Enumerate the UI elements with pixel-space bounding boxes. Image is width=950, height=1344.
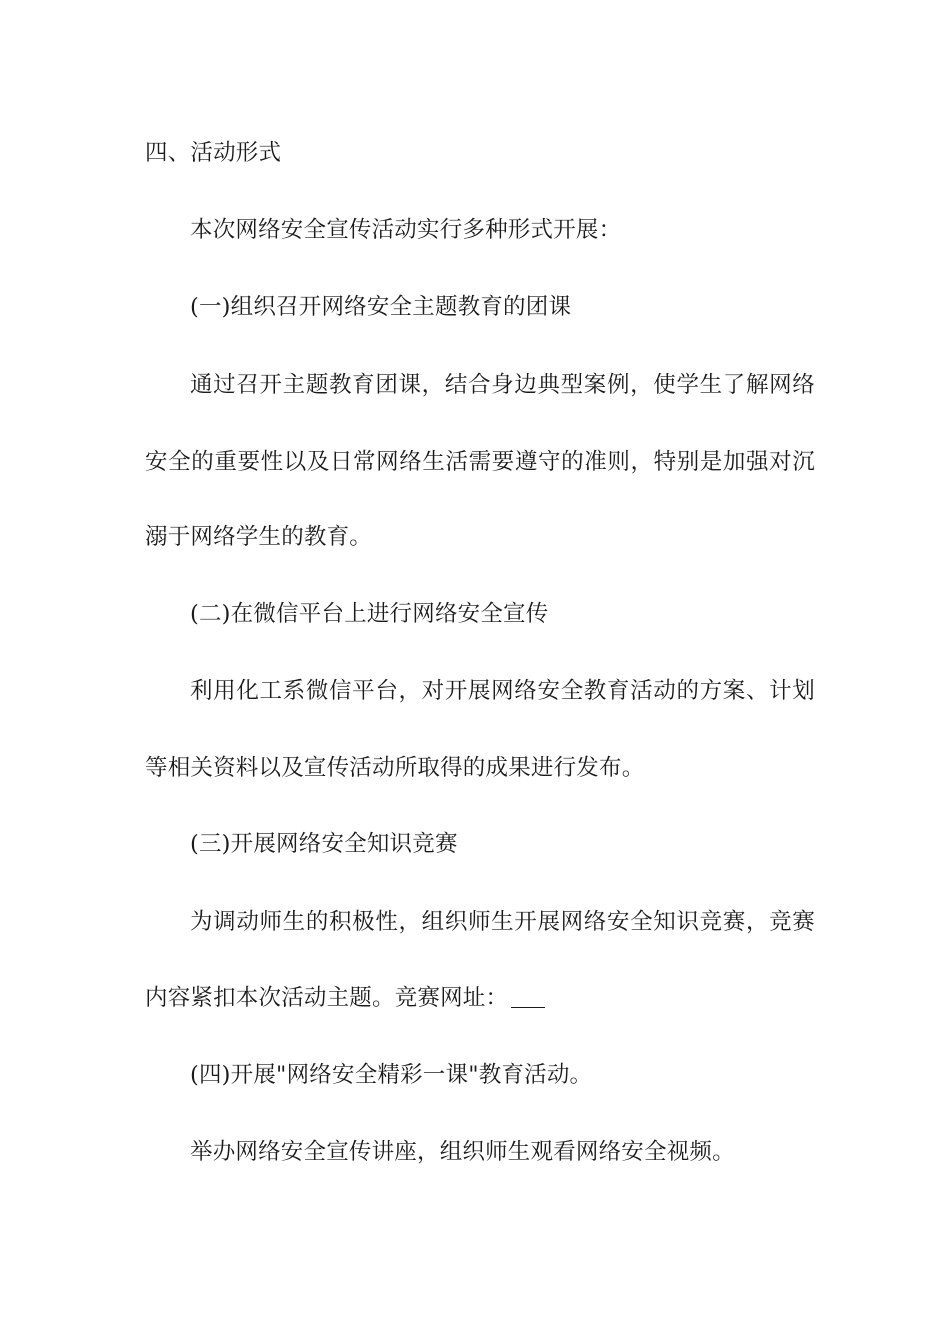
paragraph-line: 等相关资料以及宣传活动所取得的成果进行发布。: [145, 755, 645, 781]
paragraph-line: 通过召开主题教育团课，结合身边典型案例，使学生了解网络: [190, 372, 815, 398]
paragraph-text: 内容紧扣本次活动主题。竞赛网址：: [145, 985, 509, 1011]
subsection-title-4: (四)开展"网络安全精彩一课"教育活动。: [190, 1062, 593, 1088]
paragraph-line: 为调动师生的积极性，组织师生开展网络安全知识竞赛，竞赛: [190, 909, 815, 935]
section-heading: 四、活动形式: [145, 140, 282, 166]
paragraph-line-with-blank: [145, 983, 815, 1013]
paragraph-line: 溺于网络学生的教育。: [145, 524, 373, 550]
paragraph-line: 举办网络安全宣传讲座，组织师生观看网络安全视频。: [190, 1139, 735, 1165]
paragraph-line: 利用化工系微信平台，对开展网络安全教育活动的方案、计划: [190, 678, 815, 704]
paragraph-line: 安全的重要性以及日常网络生活需要遵守的准则，特别是加强对沉: [145, 449, 815, 475]
subsection-title-2: (二)在微信平台上进行网络安全宣传: [190, 601, 549, 627]
subsection-title-1: (一)组织召开网络安全主题教育的团课: [190, 294, 572, 320]
subsection-title-3: (三)开展网络安全知识竞赛: [190, 831, 458, 857]
intro-paragraph: 本次网络安全宣传活动实行多种形式开展：: [190, 217, 622, 243]
fill-in-blank-underline: [511, 1006, 545, 1008]
